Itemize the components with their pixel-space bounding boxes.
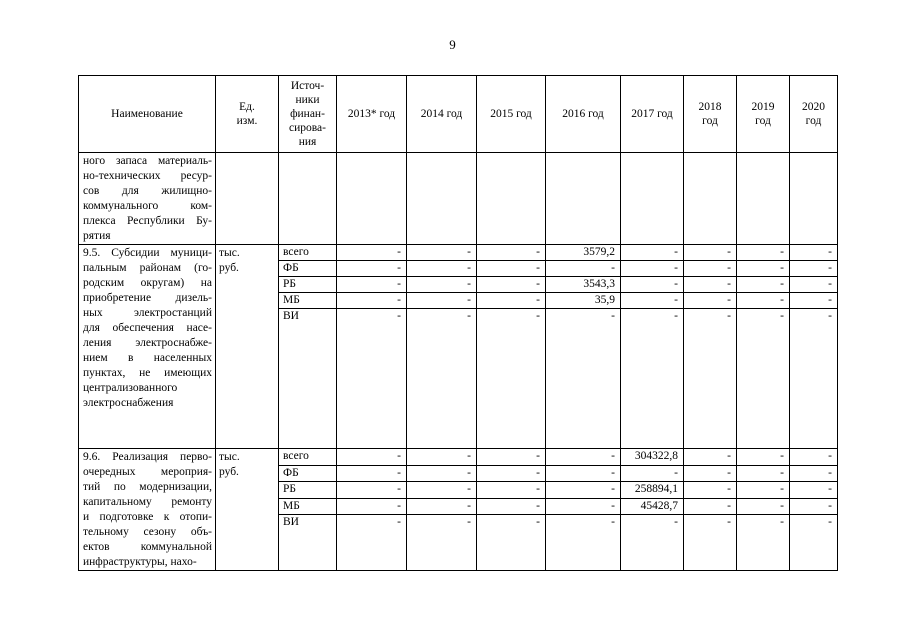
source-cell: РБ xyxy=(279,482,337,499)
unit-cell xyxy=(216,245,279,449)
header-year xyxy=(684,76,737,153)
header-year-line: год xyxy=(755,115,771,127)
header-source-line: ния xyxy=(298,136,317,148)
value-cell: - xyxy=(790,465,838,482)
value-cell: - xyxy=(337,245,407,261)
header-source-line: сирова- xyxy=(289,122,326,134)
value-cell: - xyxy=(407,293,477,309)
value-cell: - xyxy=(407,482,477,499)
unit-line: руб. xyxy=(219,262,239,274)
value-cell: 45428,7 xyxy=(621,498,684,515)
value-cell: - xyxy=(337,498,407,515)
value-cell: - xyxy=(621,515,684,571)
header-source-line: ники xyxy=(295,94,320,106)
value-cell: - xyxy=(790,498,838,515)
name-line: рятия xyxy=(83,230,111,242)
value-cell: - xyxy=(737,277,790,293)
name-line: инфраструктуры, нахо- xyxy=(83,556,197,568)
source-cell: РБ xyxy=(279,277,337,293)
value-cell: - xyxy=(737,515,790,571)
header-year: 2017 год xyxy=(621,76,684,153)
header-year: 2014 год xyxy=(407,76,477,153)
value-cell: 3579,2 xyxy=(546,245,621,261)
value-cell: - xyxy=(477,449,546,466)
name-line: ления электроснабже- xyxy=(83,337,212,349)
value-cell: - xyxy=(407,309,477,449)
value-cell: - xyxy=(790,449,838,466)
value-cell: 3543,3 xyxy=(546,277,621,293)
value-cell: - xyxy=(684,309,737,449)
header-row xyxy=(79,76,838,153)
value-cell: 258894,1 xyxy=(621,482,684,499)
value-cell: - xyxy=(737,245,790,261)
value-cell: - xyxy=(337,277,407,293)
value-cell: 304322,8 xyxy=(621,449,684,466)
header-year-line: год xyxy=(805,115,822,127)
value-cell: - xyxy=(684,245,737,261)
unit-cell xyxy=(216,449,279,571)
value-cell: - xyxy=(337,261,407,277)
value-cell: - xyxy=(621,309,684,449)
header-year: 2016 год xyxy=(546,76,621,153)
empty-cell xyxy=(790,153,838,245)
value-cell: - xyxy=(621,465,684,482)
header-year: 2015 год xyxy=(477,76,546,153)
value-cell: - xyxy=(477,277,546,293)
value-cell: - xyxy=(790,293,838,309)
value-cell: - xyxy=(337,293,407,309)
value-cell: - xyxy=(621,245,684,261)
empty-cell xyxy=(737,153,790,245)
value-cell: - xyxy=(477,261,546,277)
value-cell: - xyxy=(477,245,546,261)
header-unit-line: Ед. xyxy=(239,101,255,113)
value-cell: - xyxy=(546,261,621,277)
value-cell: - xyxy=(477,465,546,482)
value-cell: - xyxy=(684,293,737,309)
value-cell: - xyxy=(790,482,838,499)
value-cell: - xyxy=(737,465,790,482)
header-year xyxy=(737,76,790,153)
header-year-line: 2019 xyxy=(751,101,775,113)
header-year-line: 2018 xyxy=(698,101,722,113)
value-cell: - xyxy=(477,498,546,515)
value-cell: - xyxy=(790,245,838,261)
value-cell: - xyxy=(737,309,790,449)
value-cell: - xyxy=(337,482,407,499)
value-cell: - xyxy=(407,261,477,277)
header-name: Наименование xyxy=(79,76,216,153)
value-cell: - xyxy=(684,261,737,277)
header-year: 2013* год xyxy=(337,76,407,153)
unit-line: тыс. xyxy=(219,451,240,463)
header-source-line: финан- xyxy=(290,108,325,120)
value-cell: - xyxy=(546,449,621,466)
name-line: родским округам) на xyxy=(83,277,212,289)
name-line: тий по модернизации, xyxy=(83,481,212,493)
source-cell: МБ xyxy=(279,293,337,309)
value-cell: - xyxy=(621,261,684,277)
empty-cell xyxy=(337,153,407,245)
value-cell: - xyxy=(790,515,838,571)
empty-cell xyxy=(621,153,684,245)
data-row xyxy=(79,245,838,261)
source-cell: МБ xyxy=(279,498,337,515)
value-cell: - xyxy=(407,277,477,293)
header-year xyxy=(790,76,838,153)
header-year-line: 2020 xyxy=(802,101,825,113)
name-line: сов для жилищно- xyxy=(83,185,212,197)
name-line: пальным районам (го- xyxy=(83,262,212,274)
value-cell: - xyxy=(737,449,790,466)
name-line: ных электростанций xyxy=(83,307,212,319)
page-number: 9 xyxy=(449,37,456,52)
value-cell: - xyxy=(407,465,477,482)
value-cell: - xyxy=(337,449,407,466)
continuation-name-cell xyxy=(79,153,216,245)
value-cell: - xyxy=(546,309,621,449)
value-cell: - xyxy=(684,465,737,482)
header-source xyxy=(279,76,337,153)
header-year-line: год xyxy=(702,115,718,127)
data-row xyxy=(79,449,838,466)
value-cell: - xyxy=(790,261,838,277)
value-cell: - xyxy=(407,449,477,466)
value-cell: - xyxy=(407,515,477,571)
value-cell: 35,9 xyxy=(546,293,621,309)
value-cell: - xyxy=(684,482,737,499)
empty-cell xyxy=(477,153,546,245)
name-line: капитальному ремонту xyxy=(83,496,212,508)
value-cell: - xyxy=(546,465,621,482)
header-source-line: Источ- xyxy=(290,80,325,92)
value-cell: - xyxy=(790,309,838,449)
name-line: очередных мероприя- xyxy=(83,466,212,478)
value-cell: - xyxy=(477,309,546,449)
header-unit-line: изм. xyxy=(236,115,258,127)
value-cell: - xyxy=(684,449,737,466)
value-cell: - xyxy=(337,465,407,482)
value-cell: - xyxy=(621,277,684,293)
name-line: нием в населенных xyxy=(83,352,212,364)
name-line: пунктах, не имеющих xyxy=(83,367,212,379)
empty-cell xyxy=(279,153,337,245)
value-cell: - xyxy=(477,515,546,571)
source-cell: ВИ xyxy=(279,309,337,449)
financing-table xyxy=(78,75,838,571)
name-line: для обеспечения насе- xyxy=(83,322,212,334)
value-cell: - xyxy=(737,482,790,499)
value-cell: - xyxy=(684,515,737,571)
section-name-cell xyxy=(79,245,216,449)
name-line: тельному сезону объ- xyxy=(83,526,212,538)
name-line: и подготовке к отопи- xyxy=(83,511,212,523)
source-cell: ВИ xyxy=(279,515,337,571)
value-cell: - xyxy=(737,261,790,277)
value-cell: - xyxy=(546,498,621,515)
name-line: централизованного xyxy=(83,382,178,394)
header-unit xyxy=(216,76,279,153)
name-line: приобретение дизель- xyxy=(83,292,212,304)
source-cell: ФБ xyxy=(279,465,337,482)
empty-cell xyxy=(684,153,737,245)
section-name-cell xyxy=(79,449,216,571)
name-line: 9.5. Субсидии муници- xyxy=(83,247,212,259)
value-cell: - xyxy=(477,293,546,309)
empty-cell xyxy=(407,153,477,245)
name-line: коммунального ком- xyxy=(83,200,212,212)
value-cell: - xyxy=(684,498,737,515)
value-cell: - xyxy=(737,498,790,515)
value-cell: - xyxy=(407,498,477,515)
value-cell: - xyxy=(546,515,621,571)
value-cell: - xyxy=(337,309,407,449)
value-cell: - xyxy=(477,482,546,499)
continuation-row xyxy=(79,153,838,245)
name-line: плекса Республики Бу- xyxy=(83,215,212,227)
empty-cell xyxy=(546,153,621,245)
name-line: ектов коммунальной xyxy=(83,541,212,553)
source-cell: всего xyxy=(279,245,337,261)
value-cell: - xyxy=(684,277,737,293)
value-cell: - xyxy=(790,277,838,293)
value-cell: - xyxy=(407,245,477,261)
value-cell: - xyxy=(546,482,621,499)
value-cell: - xyxy=(621,293,684,309)
name-line: электроснабжения xyxy=(83,397,174,409)
name-line: 9.6. Реализация перво- xyxy=(83,451,212,463)
unit-line: тыс. xyxy=(219,247,240,259)
empty-cell xyxy=(216,153,279,245)
value-cell: - xyxy=(737,293,790,309)
source-cell: всего xyxy=(279,449,337,466)
unit-line: руб. xyxy=(219,466,239,478)
source-cell: ФБ xyxy=(279,261,337,277)
value-cell: - xyxy=(337,515,407,571)
name-line: но-технических ресур- xyxy=(83,170,212,182)
name-line: ного запаса материаль- xyxy=(83,155,212,167)
